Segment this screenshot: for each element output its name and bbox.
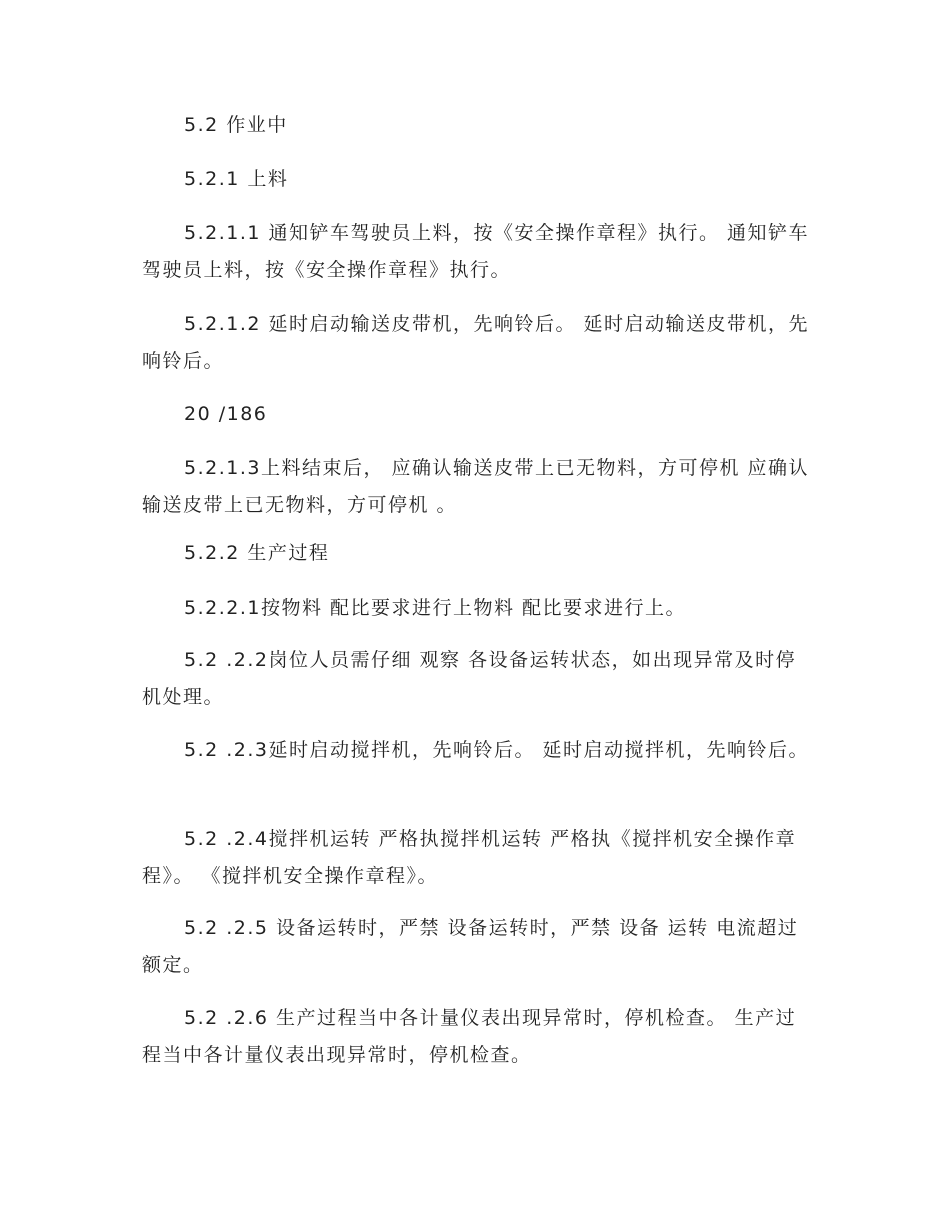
subsection-heading-5-2-2: 5.2.2 生产过程	[184, 542, 330, 564]
paragraph-5-2-2-6: 5.2 .2.6 生产过程当中各计量仪表出现异常时，停机检查。 生产过程当中各计量仪表出现异常时，停机检查。	[142, 1007, 797, 1066]
section-heading-5-2: 5.2 作业中	[184, 114, 288, 136]
paragraph-5-2-2-2: 5.2 .2.2岗位人员需仔细 观察 各设备运转状态，如出现异常及时停机处理。	[142, 649, 797, 708]
paragraph-5-2-2-4: 5.2 .2.4搅拌机运转 严格执搅拌机运转 严格执《搅拌机安全操作章程》。 《搅拌机安全操作章程》。	[142, 828, 797, 887]
paragraph-5-2-2-1: 5.2.2.1按物料 配比要求进行上物料 配比要求进行上。	[184, 597, 687, 619]
paragraph-5-2-1-2: 5.2.1.2 延时启动输送皮带机，先响铃后。 延时启动输送皮带机，先响铃后。	[142, 313, 810, 372]
page-number: 20 /186	[184, 403, 268, 425]
paragraph-5-2-1-3: 5.2.1.3上料结束后， 应确认输送皮带上已无物料，方可停机 应确认输送皮带上已无物料，方可停机 。	[142, 457, 810, 516]
paragraph-5-2-2-5: 5.2 .2.5 设备运转时，严禁 设备运转时，严禁 设备 运转 电流超过额定。	[142, 917, 799, 976]
paragraph-5-2-1-1: 5.2.1.1 通知铲车驾驶员上料，按《安全操作章程》执行。 通知铲车驾驶员上料，按《安全操作章程》执行。	[142, 222, 810, 281]
subsection-heading-5-2-1: 5.2.1 上料	[184, 168, 289, 190]
paragraph-5-2-2-3: 5.2 .2.3延时启动搅拌机，先响铃后。 延时启动搅拌机，先响铃后。	[184, 739, 810, 761]
